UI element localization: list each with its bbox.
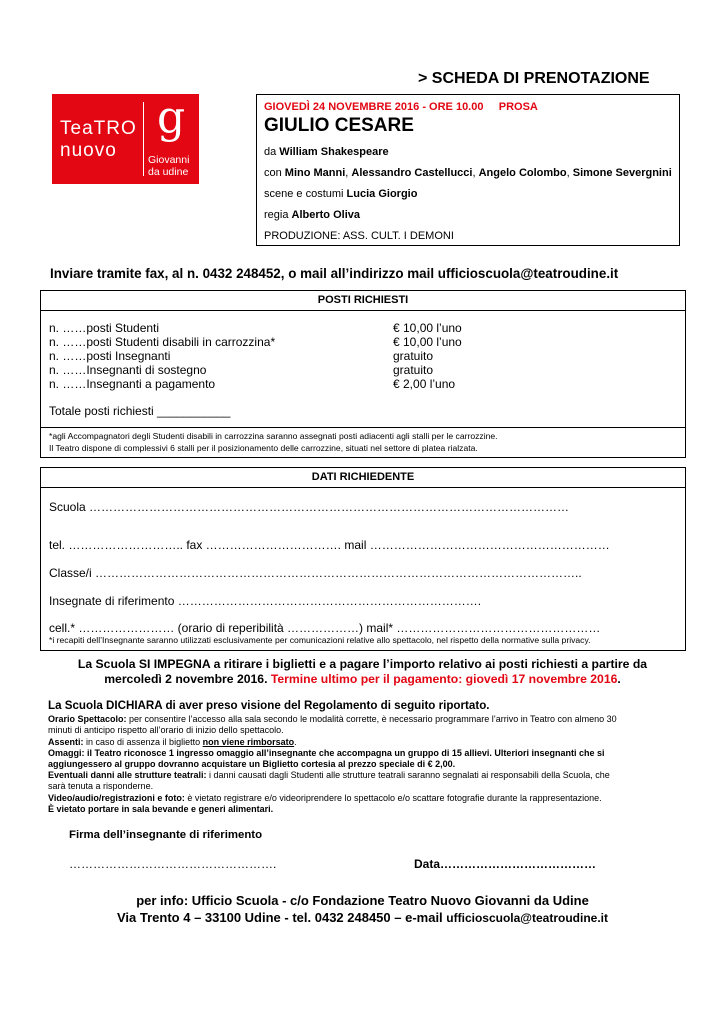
- page-title: > SCHEDA DI PRENOTAZIONE: [418, 70, 650, 87]
- rule-omaggi: Omaggi: il Teatro riconosce 1 ingresso omaggio all’insegnante che accompagna un gruppo di 15 allievi. Ulteriori insegnanti che si: [48, 748, 605, 758]
- assenti-text: in caso di assenza il biglietto: [83, 737, 203, 747]
- privacy-note: *i recapiti dell’Insegnante saranno utilizzati esclusivamente per comunicazioni relative allo spettacolo, nel rispetto della normative sulla privacy.: [49, 635, 591, 645]
- logo-wordmark: [60, 118, 137, 162]
- cast-member: Simone Severgnini: [572, 167, 672, 179]
- event-director: [264, 209, 360, 221]
- costumes-prefix: scene e costumi: [264, 188, 347, 200]
- posti-richiesti-section: [40, 290, 686, 458]
- footer-email[interactable]: ufficioscuola@teatroudine.it: [446, 911, 608, 925]
- cast-member: Alessandro Castellucci: [351, 167, 473, 179]
- posti-row-label[interactable]: n. ……Insegnanti di sostegno: [49, 363, 207, 377]
- regolamento-heading: La Scuola DICHIARA di aver preso visione del Regolamento di seguito riportato.: [48, 699, 490, 712]
- orario-label: Orario Spettacolo:: [48, 714, 127, 724]
- posti-row-price: gratuito: [393, 349, 434, 363]
- video-text: è vietato registrare e/o videoriprendere lo spettacolo e/o scattare fotografie durante la rappresentazione.: [184, 793, 602, 803]
- rule-assenti: [48, 737, 297, 747]
- posti-note-1: *agli Accompagnatori degli Studenti disabili in carrozzina saranno assegnati posti adiacenti agli stalli per le carrozzine.: [49, 431, 498, 441]
- section-divider: [41, 487, 685, 488]
- rule-danni-cont: sarà tenuta a risponderne.: [48, 781, 154, 791]
- assenti-underlined: non viene rimborsato: [202, 737, 295, 747]
- payment-deadline: Termine ultimo per il pagamento: giovedì 17 novembre 2016: [270, 672, 618, 686]
- footer-info: per info: Ufficio Scuola - c/o Fondazione Teatro Nuovo Giovanni da Udine: [136, 893, 589, 908]
- event-costumes: [264, 188, 417, 200]
- posti-note-2: Il Teatro dispone di complessivi 6 stalli per il posizionamento delle carrozzine, situati nel settore di platea rialzata.: [49, 443, 478, 453]
- cast-member: Mino Manni: [284, 167, 346, 179]
- footer-address: [0, 910, 725, 925]
- insegnante-field[interactable]: Insegnate di riferimento ………………………………………………………………….: [49, 594, 482, 608]
- cast-member: Angelo Colombo: [478, 167, 567, 179]
- logo-g-glyph: g: [157, 92, 186, 143]
- firma-label: Firma dell’insegnante di riferimento: [69, 829, 263, 841]
- data-field[interactable]: Data…………………………………: [414, 857, 597, 871]
- posti-title: POSTI RICHIESTI: [317, 294, 409, 306]
- event-author: [264, 146, 389, 158]
- impegna-end: .: [617, 672, 621, 686]
- contacts-field[interactable]: tel. ……………………….. fax ……………………………. mail ……………………………………………………: [49, 538, 610, 552]
- author-name: William Shakespeare: [279, 146, 389, 158]
- footer-address-text: Via Trento 4 – 33100 Udine - tel. 0432 248450 – e-mail: [117, 910, 447, 925]
- event-title: GIULIO CESARE: [264, 115, 414, 136]
- director-name: Alberto Oliva: [291, 209, 360, 221]
- logo-line1: TeaTRO: [60, 118, 137, 139]
- rule-omaggi-cont: aggiungessero al gruppo dovranno acquistare un Biglietto cortesia al prezzo speciale di € 2,00.: [48, 759, 456, 769]
- impegna-date: mercoledì 2 novembre 2016.: [104, 672, 271, 686]
- scuola-field[interactable]: Scuola …………………………………………………………………………………………………………: [49, 500, 570, 514]
- danni-text: i danni causati dagli Studenti alle strutture teatrali saranno segnalati ai responsabili della Scuola, che: [206, 770, 610, 780]
- posti-row-price: € 2,00 l’uno: [393, 377, 456, 391]
- teatro-nuovo-logo: [52, 94, 199, 184]
- firma-line[interactable]: …………………………………………….: [69, 857, 277, 871]
- event-production: PRODUZIONE: ASS. CULT. I DEMONI: [264, 230, 454, 242]
- posti-row-price: gratuito: [393, 363, 434, 377]
- cast-sep: ,: [472, 167, 479, 179]
- impegna-line-1: La Scuola SI IMPEGNA a ritirare i biglietti e a pagare l’importo relativo ai posti richiesti a partire da: [77, 657, 648, 671]
- event-date: [264, 101, 538, 113]
- dati-title: DATI RICHIEDENTE: [311, 471, 415, 483]
- classe-field[interactable]: Classe/i …………………………………………………………………………………………………………..: [49, 566, 582, 580]
- contact-instructions: Inviare tramite fax, al n. 0432 248452, o mail all’indirizzo mail ufficioscuola@teatroudine.it: [50, 266, 619, 281]
- rule-orario-cont: minuti di anticipo rispetto all’orario di inizio dello spettacolo.: [48, 725, 284, 735]
- cast-sep: ,: [345, 167, 352, 179]
- logo-line4: da udine: [148, 166, 189, 178]
- assenti-end: .: [294, 737, 297, 747]
- rule-orario: [48, 714, 617, 724]
- logo-divider: [143, 102, 144, 176]
- rule-vietato: È vietato portare in sala bevande e generi alimentari.: [48, 804, 274, 814]
- cast-sep: ,: [566, 167, 573, 179]
- logo-subtitle: [148, 154, 189, 178]
- cast-prefix: con: [264, 167, 285, 179]
- rule-video: [48, 793, 602, 803]
- assenti-label: Assenti:: [48, 737, 84, 747]
- posti-row-label[interactable]: n. ……posti Studenti: [49, 321, 160, 335]
- dati-richiedente-section: [40, 467, 686, 651]
- orario-text: per consentire l’accesso alla sala secondo le modalità corrette, è necessario programmare l’arrivo in Teatro con almeno 30: [126, 714, 617, 724]
- posti-row-price: € 10,00 l’uno: [393, 335, 462, 349]
- author-prefix: da: [264, 146, 280, 158]
- logo-line3: Giovanni: [148, 154, 190, 166]
- costumes-name: Lucia Giorgio: [346, 188, 418, 200]
- logo-line2: nuovo: [60, 140, 117, 161]
- section-divider: [41, 310, 685, 311]
- posti-row-label[interactable]: n. ……Insegnanti a pagamento: [49, 377, 216, 391]
- posti-row-label[interactable]: n. ……posti Studenti disabili in carrozzina*: [49, 335, 276, 349]
- cell-field[interactable]: cell.* …………………… (orario di reperibilità ………………) mail* ……………………………………………: [49, 621, 601, 635]
- event-date-text: GIOVEDÌ 24 NOVEMBRE 2016 - ORE 10.00 PROSA: [264, 101, 538, 113]
- event-cast: [264, 167, 672, 179]
- rule-danni: [48, 770, 610, 780]
- video-label: Video/audio/registrazioni e foto:: [48, 793, 185, 803]
- posti-row-price: € 10,00 l’uno: [393, 321, 462, 335]
- posti-row-label[interactable]: n. ……posti Insegnanti: [49, 349, 171, 363]
- event-box: [256, 94, 680, 246]
- section-divider: [41, 427, 685, 428]
- posti-total[interactable]: Totale posti richiesti ___________: [49, 404, 231, 418]
- danni-label: Eventuali danni alle strutture teatrali:: [48, 770, 207, 780]
- director-prefix: regia: [264, 209, 292, 221]
- impegna-line-2: [0, 672, 725, 686]
